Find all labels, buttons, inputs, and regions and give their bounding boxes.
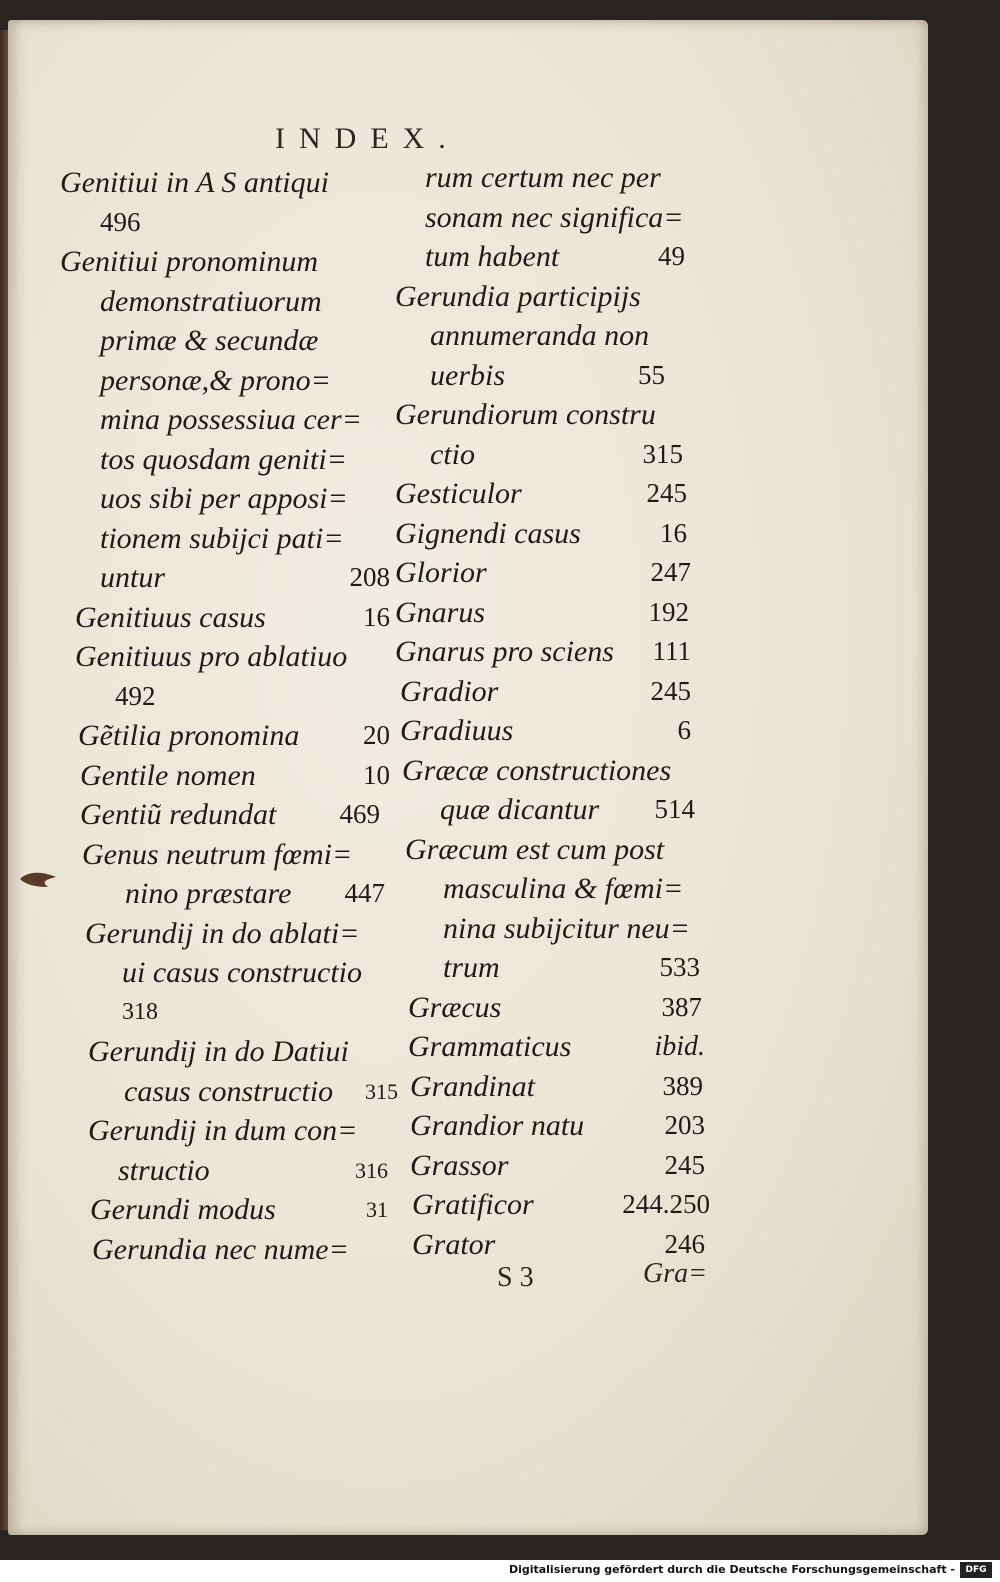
index-entry bbox=[395, 869, 705, 909]
index-entry bbox=[60, 203, 390, 243]
entry-page: 10 bbox=[363, 759, 390, 790]
entry-text: uos sibi per apposi= bbox=[100, 482, 348, 515]
entry-text: structio bbox=[118, 1153, 210, 1187]
entry-text: 318 bbox=[122, 998, 158, 1025]
entry-text: tos quosdam geniti= bbox=[100, 442, 347, 476]
index-entry bbox=[395, 1106, 705, 1146]
entry-text: Genitiuus casus bbox=[75, 600, 266, 634]
index-entry bbox=[395, 514, 705, 554]
entry-text: tum habent bbox=[425, 240, 560, 273]
entry-page: 514 bbox=[654, 794, 695, 824]
entry-page: 447 bbox=[344, 878, 385, 908]
entry-text: Grammaticus bbox=[408, 1030, 572, 1063]
entry-page: 315 bbox=[365, 1078, 398, 1104]
entry-text: Grandinat bbox=[410, 1069, 536, 1103]
index-entry bbox=[60, 874, 390, 914]
entry-page: 6 bbox=[677, 715, 691, 745]
index-entry bbox=[60, 519, 390, 559]
entry-text: trum bbox=[443, 951, 500, 984]
index-entry bbox=[60, 716, 390, 756]
entry-text: Gerundij in dum con= bbox=[88, 1114, 358, 1147]
entry-page: 245 bbox=[650, 675, 691, 706]
index-entry bbox=[60, 1151, 390, 1191]
entry-page: 315 bbox=[642, 438, 683, 469]
index-entry bbox=[60, 242, 390, 282]
entry-text: Gerundia participijs bbox=[395, 279, 641, 313]
entry-text: mina possessiua cer= bbox=[100, 403, 362, 436]
entry-text: Gerundia nec nume= bbox=[92, 1232, 349, 1266]
entry-text: Gerundi modus bbox=[90, 1193, 276, 1226]
entry-text: Gentiũ redundat bbox=[80, 798, 277, 831]
entry-text: Glorior bbox=[395, 556, 487, 589]
index-entry bbox=[395, 1146, 705, 1186]
index-entry bbox=[395, 277, 705, 317]
entry-page: 387 bbox=[661, 991, 702, 1022]
index-entry bbox=[60, 440, 390, 480]
entry-page: 20 bbox=[363, 720, 390, 750]
entry-text: ui casus constructio bbox=[122, 956, 362, 989]
index-entry bbox=[60, 321, 390, 361]
index-entry bbox=[60, 1111, 390, 1151]
entry-text: Græcum est cum post bbox=[405, 832, 665, 866]
entry-text: Gignendi casus bbox=[395, 516, 581, 550]
entry-text: masculina & fœmi= bbox=[443, 872, 684, 905]
entry-page: 469 bbox=[339, 799, 380, 829]
index-entry bbox=[395, 751, 705, 791]
signature-mark: S 3 bbox=[497, 1262, 534, 1293]
index-entry bbox=[395, 988, 705, 1028]
index-entry bbox=[395, 395, 705, 435]
index-entry bbox=[60, 795, 390, 835]
index-entry bbox=[60, 400, 390, 440]
index-entry bbox=[395, 1027, 705, 1067]
index-entry bbox=[395, 435, 705, 475]
index-entry bbox=[395, 790, 705, 830]
entry-page: 533 bbox=[659, 952, 700, 982]
entry-page: 246 bbox=[664, 1228, 705, 1259]
index-entry bbox=[395, 711, 705, 751]
index-entry bbox=[60, 558, 390, 598]
entry-page: 245 bbox=[664, 1149, 705, 1180]
index-entry bbox=[60, 1072, 398, 1112]
entry-page: 192 bbox=[648, 596, 689, 627]
entry-text: Grassor bbox=[410, 1148, 509, 1182]
entry-page: 389 bbox=[662, 1070, 703, 1101]
entry-page: 244.250 bbox=[622, 1189, 710, 1219]
index-entry bbox=[395, 1067, 705, 1107]
index-entry bbox=[395, 909, 705, 949]
entry-page: 16 bbox=[363, 601, 390, 632]
index-entry bbox=[395, 316, 705, 356]
entry-text: Gradior bbox=[400, 674, 499, 708]
digitization-credit: Digitalisierung gefördert durch die Deutsche Forschungsgemeinschaft - bbox=[508, 1563, 955, 1576]
entry-text: Gentile nomen bbox=[80, 758, 256, 792]
index-entry bbox=[60, 637, 390, 677]
entry-page: 247 bbox=[650, 557, 691, 587]
entry-text: Grandior natu bbox=[410, 1109, 585, 1142]
index-right-column bbox=[395, 158, 710, 1264]
entry-text: tionem subijci pati= bbox=[100, 521, 344, 555]
entry-text: Gerundij in do ablati= bbox=[85, 916, 360, 950]
digitization-credit-bar bbox=[0, 1560, 1000, 1582]
index-entry bbox=[395, 830, 705, 870]
index-entry bbox=[395, 474, 705, 514]
entry-text: ctio bbox=[430, 437, 475, 471]
entry-text: Grator bbox=[412, 1227, 496, 1261]
entry-text: nino præstare bbox=[125, 877, 292, 910]
index-entry bbox=[395, 158, 705, 198]
entry-page: 111 bbox=[652, 636, 691, 666]
entry-text: Gnarus pro sciens bbox=[395, 635, 614, 668]
entry-text: untur bbox=[100, 561, 166, 594]
index-entry bbox=[395, 632, 705, 672]
entry-page: 316 bbox=[355, 1157, 388, 1183]
index-entry bbox=[395, 948, 705, 988]
entry-text: casus constructio bbox=[124, 1074, 334, 1108]
entry-text: demonstratiuorum bbox=[100, 284, 322, 318]
entry-page: 208 bbox=[349, 562, 390, 592]
index-entry bbox=[60, 1190, 390, 1230]
entry-text: 496 bbox=[100, 206, 141, 237]
index-entry bbox=[60, 914, 390, 954]
index-entry bbox=[60, 163, 390, 203]
entry-page: 245 bbox=[646, 478, 687, 508]
index-entry bbox=[60, 598, 390, 638]
index-entry bbox=[60, 282, 390, 322]
index-entry bbox=[60, 756, 390, 796]
entry-text: Gẽtilia pronomina bbox=[78, 719, 300, 752]
entry-page: 49 bbox=[658, 241, 685, 271]
entry-text: primæ & secundæ bbox=[100, 324, 319, 357]
index-entry bbox=[60, 953, 390, 993]
entry-page: 31 bbox=[366, 1197, 388, 1222]
index-entry bbox=[60, 361, 390, 401]
entry-text: annumeranda non bbox=[430, 319, 650, 352]
entry-text: Gratificor bbox=[412, 1188, 534, 1221]
index-left-column bbox=[60, 163, 398, 1269]
pointing-hand-mark bbox=[18, 868, 58, 890]
entry-page: 203 bbox=[664, 1110, 705, 1140]
index-entry bbox=[395, 672, 705, 712]
entry-text: uerbis bbox=[430, 358, 505, 392]
index-entry bbox=[60, 993, 390, 1033]
entry-text: Genitiuus pro ablatiuo bbox=[75, 640, 348, 673]
catchword: Gra= bbox=[643, 1258, 708, 1289]
entry-text: Gnarus bbox=[395, 595, 486, 629]
entry-text: Gerundiorum constru bbox=[395, 398, 656, 431]
index-entry bbox=[395, 237, 705, 277]
entry-page: 16 bbox=[660, 517, 687, 548]
entry-text: Gerundij in do Datiui bbox=[88, 1035, 349, 1068]
entry-text: sonam nec significa= bbox=[425, 200, 684, 234]
index-entry bbox=[395, 198, 705, 238]
entry-text: Genitiui pronominum bbox=[60, 245, 319, 278]
index-entry bbox=[395, 1185, 710, 1225]
index-entry bbox=[395, 553, 705, 593]
index-entry bbox=[60, 835, 390, 875]
entry-text: personæ,& prono= bbox=[100, 363, 331, 397]
index-entry bbox=[60, 1230, 390, 1270]
index-entry bbox=[395, 356, 705, 396]
entry-text: quæ dicantur bbox=[440, 793, 600, 826]
entry-text: rum certum nec per bbox=[425, 161, 661, 194]
entry-text: Græcæ constructiones bbox=[402, 753, 672, 787]
entry-text: Genus neutrum fœmi= bbox=[82, 837, 353, 871]
entry-text: 492 bbox=[115, 680, 156, 711]
entry-text: Gradiuus bbox=[400, 714, 514, 747]
entry-page: ibid. bbox=[654, 1031, 705, 1062]
page-header: INDEX. bbox=[275, 122, 460, 155]
dfg-logo: DFG bbox=[960, 1562, 992, 1578]
index-entry bbox=[395, 593, 705, 633]
entry-page: 55 bbox=[638, 359, 665, 390]
index-entry bbox=[60, 677, 390, 717]
entry-text: nina subijcitur neu= bbox=[443, 911, 690, 945]
entry-text: Græcus bbox=[408, 990, 502, 1024]
entry-text: Genitiui in A S antiqui bbox=[60, 166, 329, 199]
entry-text: Gesticulor bbox=[395, 477, 522, 510]
index-entry bbox=[60, 1032, 390, 1072]
index-entry bbox=[60, 479, 390, 519]
